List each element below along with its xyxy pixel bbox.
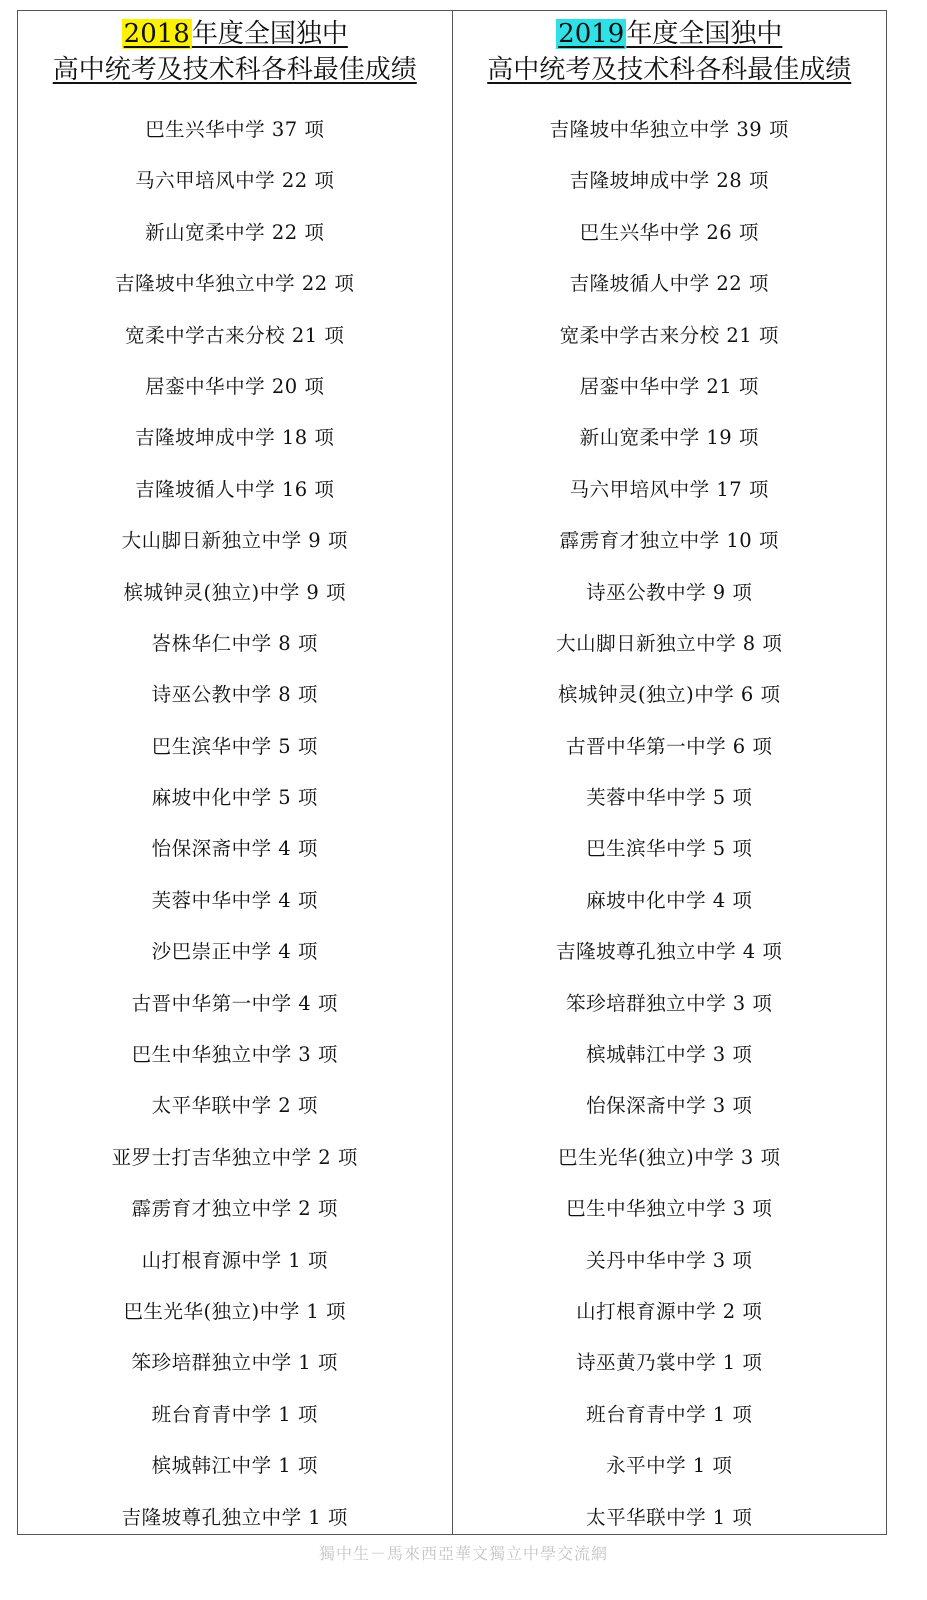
school-entry: 关丹中华中学 3 项 [586, 1248, 753, 1272]
school-entry: 巴生光华(独立)中学 3 项 [557, 1145, 781, 1169]
school-entry: 吉隆坡循人中学 16 项 [135, 477, 335, 501]
title-line-2: 高中统考及技术科各科最佳成绩 [52, 55, 417, 85]
school-entry: 槟城韩江中学 1 项 [151, 1454, 318, 1478]
school-entry: 大山脚日新独立中学 8 项 [556, 631, 783, 655]
column-2019 [452, 11, 887, 1534]
title-text: 年度全国独中 [626, 19, 783, 49]
school-entry: 笨珍培群独立中学 3 项 [566, 991, 773, 1015]
school-entry: 怡保深斋中学 4 项 [151, 837, 318, 861]
school-entry: 峇株华仁中学 8 项 [151, 631, 318, 655]
school-entry: 居銮中华中学 20 项 [145, 374, 325, 398]
year-highlight: 2018 [123, 19, 190, 49]
column-header-2019 [453, 11, 887, 89]
school-entry: 诗巫公教中学 8 项 [151, 683, 318, 707]
school-entry: 山打根育源中学 2 项 [576, 1299, 763, 1323]
school-list-2018 [18, 104, 452, 1543]
school-entry: 太平华联中学 2 项 [151, 1094, 318, 1118]
school-entry: 笨珍培群独立中学 1 项 [131, 1351, 338, 1375]
school-entry: 古晋中华第一中学 4 项 [131, 991, 338, 1015]
school-entry: 吉隆坡尊孔独立中学 4 项 [556, 940, 783, 964]
school-entry: 马六甲培风中学 17 项 [569, 477, 769, 501]
school-entry: 槟城钟灵(独立)中学 9 项 [123, 580, 347, 604]
school-entry: 古晋中华第一中学 6 项 [566, 734, 773, 758]
school-entry: 吉隆坡中华独立中学 39 项 [549, 118, 789, 141]
school-entry: 吉隆坡循人中学 22 项 [569, 272, 769, 296]
school-entry: 吉隆坡尊孔独立中学 1 项 [121, 1505, 348, 1529]
school-entry: 芙蓉中华中学 4 项 [151, 888, 318, 912]
results-table [17, 10, 887, 1535]
school-entry: 永平中学 1 项 [606, 1454, 733, 1478]
school-entry: 芙蓉中华中学 5 项 [586, 786, 753, 810]
column-header-2018 [18, 11, 452, 89]
school-entry: 诗巫公教中学 9 项 [586, 580, 753, 604]
title-line-1 [18, 16, 452, 52]
school-entry: 大山脚日新独立中学 9 项 [121, 529, 348, 553]
school-entry: 霹雳育才独立中学 2 项 [131, 1197, 338, 1221]
school-entry: 太平华联中学 1 项 [586, 1505, 753, 1529]
watermark: 獨中生－馬來西亞華文獨立中學交流網 [318, 1544, 608, 1563]
school-entry: 巴生兴华中学 26 项 [579, 220, 759, 244]
school-entry: 马六甲培风中学 22 项 [135, 169, 335, 193]
school-entry: 吉隆坡坤成中学 28 项 [569, 169, 769, 193]
school-entry: 麻坡中化中学 4 项 [586, 888, 753, 912]
school-entry: 沙巴崇正中学 4 项 [151, 940, 318, 964]
school-entry: 巴生光华(独立)中学 1 项 [123, 1299, 347, 1323]
school-entry: 麻坡中化中学 5 项 [151, 786, 318, 810]
school-entry: 吉隆坡中华独立中学 22 项 [115, 272, 355, 296]
school-entry: 槟城韩江中学 3 项 [586, 1043, 753, 1067]
school-entry: 新山宽柔中学 19 项 [579, 426, 759, 450]
year-highlight: 2019 [558, 19, 625, 49]
school-entry: 吉隆坡坤成中学 18 项 [135, 426, 335, 450]
school-entry: 新山宽柔中学 22 项 [145, 220, 325, 244]
school-entry: 山打根育源中学 1 项 [141, 1248, 328, 1272]
school-entry: 巴生滨华中学 5 项 [586, 837, 753, 861]
school-entry: 宽柔中学古来分校 21 项 [559, 323, 779, 347]
school-entry: 班台育青中学 1 项 [151, 1402, 318, 1426]
school-entry: 槟城钟灵(独立)中学 6 项 [557, 683, 781, 707]
title-text: 年度全国独中 [191, 19, 348, 49]
school-list-2019 [453, 104, 887, 1543]
school-entry: 巴生中华独立中学 3 项 [131, 1043, 338, 1067]
school-entry: 巴生中华独立中学 3 项 [566, 1197, 773, 1221]
column-2018 [18, 11, 452, 1534]
school-entry: 宽柔中学古来分校 21 项 [125, 323, 345, 347]
title-line-2: 高中统考及技术科各科最佳成绩 [487, 55, 852, 85]
school-entry: 居銮中华中学 21 项 [579, 374, 759, 398]
school-entry: 亚罗士打吉华独立中学 2 项 [111, 1145, 358, 1169]
title-line-1 [453, 16, 887, 52]
school-entry: 巴生兴华中学 37 项 [145, 118, 325, 141]
school-entry: 巴生滨华中学 5 项 [151, 734, 318, 758]
school-entry: 霹雳育才独立中学 10 项 [559, 529, 779, 553]
school-entry: 诗巫黄乃裳中学 1 项 [576, 1351, 763, 1375]
school-entry: 怡保深斋中学 3 项 [586, 1094, 753, 1118]
school-entry: 班台育青中学 1 项 [586, 1402, 753, 1426]
